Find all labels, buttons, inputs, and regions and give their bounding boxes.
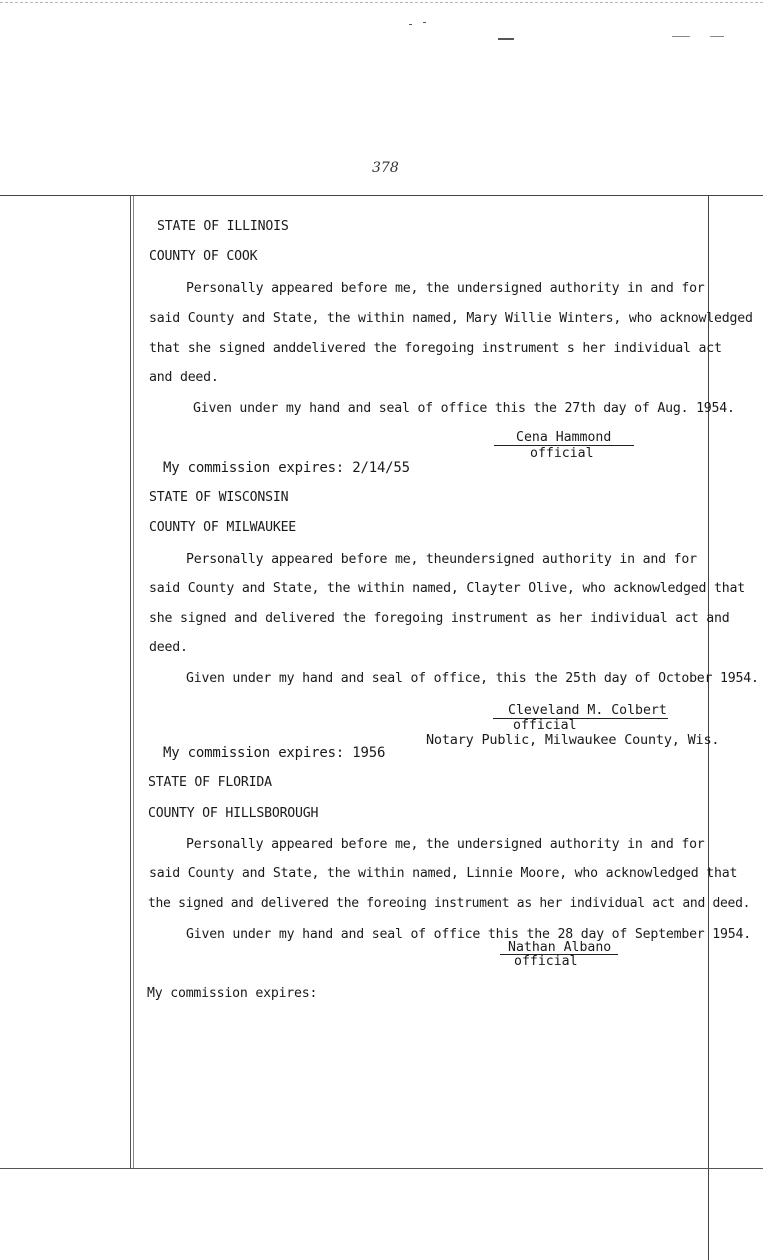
wisconsin-state-heading: STATE OF WISCONSIN <box>149 490 289 505</box>
wisconsin-given-line: Given under my hand and seal of office, this the 25th day of October 1954. <box>186 671 759 686</box>
wisconsin-signature-block <box>493 703 668 732</box>
ink-speck <box>498 38 514 40</box>
florida-body-line-3: the signed and delivered the foreoing instrument as her individual act and deed. <box>148 896 751 911</box>
illinois-body-line-1: Personally appeared before me, the undersigned authority in and for <box>186 281 705 296</box>
left-margin-rule <box>130 196 131 1169</box>
illinois-given-line: Given under my hand and seal of office this the 27th day of Aug. 1954. <box>193 401 735 416</box>
florida-given-line: Given under my hand and seal of office this the 28 day of September 1954. <box>186 927 751 942</box>
florida-signature-title: official <box>514 954 578 969</box>
wisconsin-notary-line: Notary Public, Milwaukee County, Wis. <box>426 732 720 748</box>
ink-speck <box>409 24 412 25</box>
wisconsin-county-heading: COUNTY OF MILWAUKEE <box>149 520 297 535</box>
page-footer-rule <box>0 1168 763 1169</box>
florida-commission: My commission expires: <box>147 986 318 1001</box>
illinois-body-line-4: and deed. <box>149 370 219 385</box>
wisconsin-signature: Cleveland M. Colbert <box>493 703 668 719</box>
florida-signature-block <box>500 941 618 969</box>
wisconsin-commission: My commission expires: 1956 <box>163 745 386 761</box>
illinois-commission: My commission expires: 2/14/55 <box>163 460 410 476</box>
wisconsin-body-line-4: deed. <box>149 640 188 655</box>
illinois-county-heading: COUNTY OF COOK <box>149 249 258 264</box>
wisconsin-body-line-2: said County and State, the within named, Clayter Olive, who acknowledged that <box>149 581 745 596</box>
illinois-body-line-2: said County and State, the within named, Mary Willie Winters, who acknowledged <box>149 311 753 326</box>
page-number: 378 <box>372 160 399 176</box>
florida-county-heading: COUNTY OF HILLSBOROUGH <box>148 806 319 821</box>
florida-body-line-2: said County and State, the within named, Linnie Moore, who acknowledged that <box>149 866 738 881</box>
top-edge-line <box>0 2 763 3</box>
left-margin-rule-inner <box>133 196 134 1169</box>
florida-signature: Nathan Albano <box>500 941 618 955</box>
wisconsin-body-line-1: Personally appeared before me, theundersigned authority in and for <box>186 552 697 567</box>
ink-speck <box>672 36 690 37</box>
illinois-signature-title: official <box>530 446 594 461</box>
illinois-state-heading: STATE OF ILLINOIS <box>157 219 289 234</box>
ink-speck <box>423 22 426 23</box>
wisconsin-signature-title: official <box>513 718 577 733</box>
florida-state-heading: STATE OF FLORIDA <box>148 775 272 790</box>
page-header-rule <box>0 195 763 196</box>
illinois-body-line-3: that she signed anddelivered the foregoing instrument s her individual act <box>149 341 722 356</box>
ink-speck <box>710 36 724 37</box>
illinois-signature-block <box>494 430 634 461</box>
illinois-signature: Cena Hammond <box>494 430 634 446</box>
wisconsin-body-line-3: she signed and delivered the foregoing instrument as her individual act and <box>149 611 730 626</box>
florida-body-line-1: Personally appeared before me, the undersigned authority in and for <box>186 837 705 852</box>
